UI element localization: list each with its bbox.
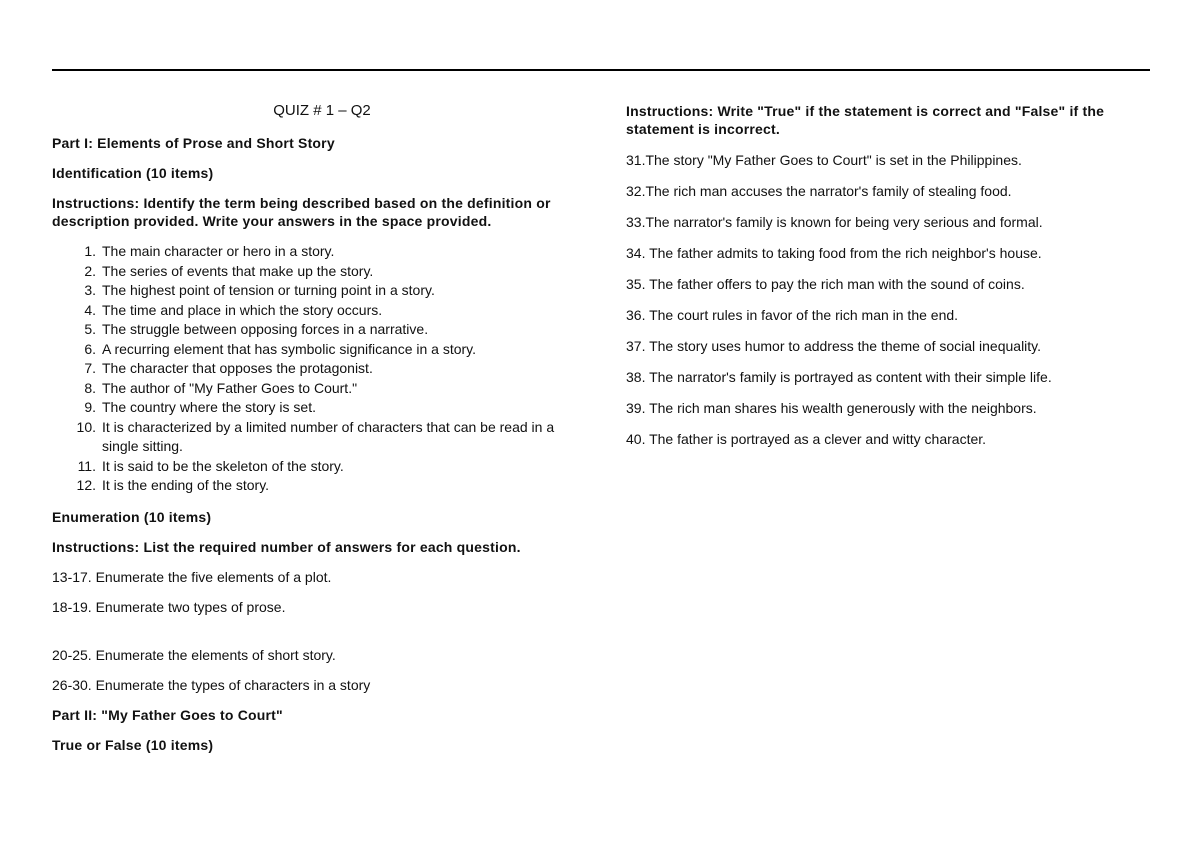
enumeration-heading: Enumeration (10 items) bbox=[52, 508, 212, 525]
true-false-instructions: Instructions: Write "True" if the statement is correct and "False" if the statement is incorrect. bbox=[626, 103, 1105, 137]
true-false-item: 35. The father offers to pay the rich man with the sound of coins. bbox=[626, 276, 1025, 292]
left-column bbox=[52, 102, 592, 766]
enumeration-item: 26-30. Enumerate the types of characters in a story bbox=[52, 676, 371, 693]
true-false-item: 36. The court rules in favor of the rich man in the end. bbox=[626, 307, 959, 323]
list-item: 2. The series of events that make up the story. bbox=[84, 262, 374, 279]
identification-heading: Identification (10 items) bbox=[52, 165, 214, 181]
part1-heading: Part I: Elements of Prose and Short Story bbox=[52, 135, 335, 151]
list-item: 7. The character that opposes the protagonist. bbox=[84, 360, 373, 376]
spacer bbox=[52, 628, 592, 646]
identification-instructions: Instructions: Identify the term being described based on the definition or description provided. Write your answers in the space provided. bbox=[52, 195, 551, 229]
part2-heading: Part II: "My Father Goes to Court" bbox=[52, 706, 283, 723]
list-item: 6. A recurring element that has symbolic significance in a story. bbox=[84, 340, 477, 357]
list-item: 12. It is the ending of the story. bbox=[76, 477, 270, 493]
list-item: 5. The struggle between opposing forces in a narrative. bbox=[84, 321, 429, 337]
true-false-item: 31.The story "My Father Goes to Court" is set in the Philippines. bbox=[626, 152, 1022, 168]
true-false-item: 33.The narrator's family is known for being very serious and formal. bbox=[626, 214, 1043, 230]
identification-list bbox=[52, 242, 592, 496]
enumeration-instructions: Instructions: List the required number of answers for each question. bbox=[52, 538, 521, 555]
true-false-item: 38. The narrator's family is portrayed as content with their simple life. bbox=[626, 369, 1052, 385]
true-false-heading: True or False (10 items) bbox=[52, 736, 214, 753]
enumeration-item: 13-17. Enumerate the five elements of a plot. bbox=[52, 568, 332, 585]
true-false-item: 37. The story uses humor to address the theme of social inequality. bbox=[626, 338, 1042, 354]
list-item: 1. The main character or hero in a story. bbox=[84, 243, 335, 259]
true-false-item: 40. The father is portrayed as a clever and witty character. bbox=[626, 431, 987, 447]
list-item: 3. The highest point of tension or turning point in a story. bbox=[84, 282, 435, 298]
enumeration-item: 18-19. Enumerate two types of prose. bbox=[52, 598, 286, 615]
list-item: 11. It is said to be the skeleton of the story. bbox=[77, 457, 344, 474]
list-item: 10. It is characterized by a limited number of characters that can be read in a single sitting. bbox=[76, 418, 555, 454]
true-false-item: 34. The father admits to taking food from the rich neighbor's house. bbox=[626, 245, 1042, 261]
true-false-item: 32.The rich man accuses the narrator's family of stealing food. bbox=[626, 183, 1012, 199]
enumeration-item: 20-25. Enumerate the elements of short story. bbox=[52, 646, 336, 663]
list-item: 4. The time and place in which the story occurs. bbox=[84, 301, 383, 318]
right-column bbox=[626, 102, 1156, 461]
list-item: 8. The author of "My Father Goes to Court." bbox=[84, 379, 358, 396]
header-rule bbox=[52, 69, 1150, 71]
list-item: 9. The country where the story is set. bbox=[84, 399, 316, 415]
quiz-title: QUIZ # 1 – Q2 bbox=[273, 102, 371, 119]
true-false-item: 39. The rich man shares his wealth generously with the neighbors. bbox=[626, 400, 1037, 416]
